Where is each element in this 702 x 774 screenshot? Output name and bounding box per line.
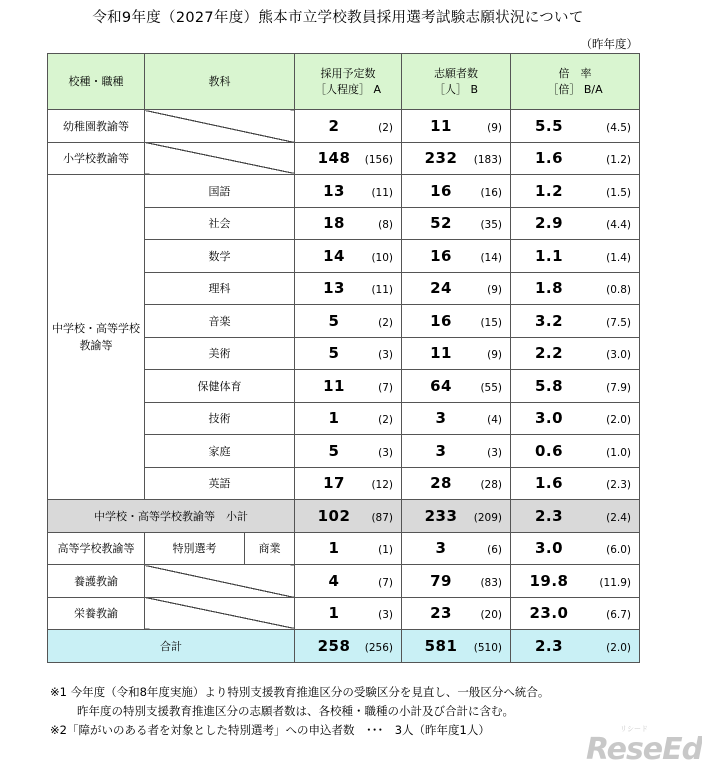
applicants-prev: (183) bbox=[473, 154, 502, 167]
row-label: 合計 bbox=[48, 630, 295, 663]
ratio-value: 1.6 bbox=[534, 474, 564, 493]
applicants-value: 232 bbox=[424, 149, 458, 168]
planned-value: 5 bbox=[328, 344, 340, 363]
subject-label: 保健体育 bbox=[145, 370, 295, 403]
applicants-value: 52 bbox=[430, 214, 452, 233]
applicants-prev: (15) bbox=[480, 316, 502, 329]
applicants-prev: (16) bbox=[480, 186, 502, 199]
planned-value: 1 bbox=[328, 409, 340, 428]
applicants-prev: (4) bbox=[487, 414, 502, 427]
applicants-value: 3 bbox=[435, 539, 447, 558]
planned-prev: (3) bbox=[378, 446, 393, 459]
footnotes bbox=[50, 683, 549, 740]
ratio-prev: (0.8) bbox=[606, 284, 631, 297]
subject-label: 美術 bbox=[145, 337, 295, 370]
table-row-subject bbox=[48, 175, 640, 208]
ratio-prev: (2.0) bbox=[606, 641, 631, 654]
secondary-group-label: 中学校・高等学校 教諭等 bbox=[48, 175, 145, 500]
planned-prev: (8) bbox=[378, 219, 393, 232]
applicants-value: 23 bbox=[430, 604, 452, 623]
planned-prev: (256) bbox=[364, 641, 393, 654]
ratio-value: 2.3 bbox=[534, 506, 564, 525]
diagonal-cell bbox=[145, 110, 295, 143]
prev-year-note: （昨年度） bbox=[580, 37, 638, 51]
applicants-prev: (35) bbox=[480, 219, 502, 232]
ratio-prev: (3.0) bbox=[606, 349, 631, 362]
ratio-prev: (2.3) bbox=[606, 479, 631, 492]
applicants-value: 24 bbox=[430, 279, 452, 298]
planned-prev: (10) bbox=[371, 251, 393, 264]
planned-prev: (2) bbox=[378, 316, 393, 329]
row-label: 高等学校教諭等 bbox=[48, 532, 145, 565]
ratio-prev: (1.0) bbox=[606, 446, 631, 459]
ratio-value: 5.8 bbox=[534, 376, 564, 395]
applicants-value: 11 bbox=[430, 344, 452, 363]
subject-label: 数学 bbox=[145, 240, 295, 273]
applicants-prev: (510) bbox=[473, 641, 502, 654]
note-1-line-2: 昨年度の特別支援教育推進区分の志願者数は、各校種・職種の小計及び合計に含む。 bbox=[77, 704, 514, 718]
row-label: 幼稚園教諭等 bbox=[48, 110, 145, 143]
planned-value: 4 bbox=[328, 571, 340, 590]
applicants-value: 16 bbox=[430, 311, 452, 330]
page-title: 令和9年度（2027年度）熊本市立学校教員採用選考試験志願状況について bbox=[92, 10, 584, 26]
subject-label: 技術 bbox=[145, 402, 295, 435]
diagonal-cell bbox=[145, 142, 295, 175]
ratio-prev: (11.9) bbox=[599, 576, 631, 589]
ratio-value: 2.3 bbox=[534, 636, 564, 655]
ratio-value: 5.5 bbox=[534, 116, 564, 135]
planned-prev: (3) bbox=[378, 349, 393, 362]
applicants-value: 16 bbox=[430, 246, 452, 265]
row-label: 栄養教諭 bbox=[48, 597, 145, 630]
planned-prev: (2) bbox=[378, 414, 393, 427]
planned-prev: (11) bbox=[371, 186, 393, 199]
row-label: 小学校教諭等 bbox=[48, 142, 145, 175]
ratio-value: 3.0 bbox=[534, 409, 564, 428]
applicants-prev: (209) bbox=[473, 511, 502, 524]
header-subject: 教科 bbox=[145, 54, 295, 110]
planned-prev: (1) bbox=[378, 544, 393, 557]
applicants-prev: (55) bbox=[480, 381, 502, 394]
ratio-prev: (6.0) bbox=[606, 544, 631, 557]
planned-value: 1 bbox=[328, 604, 340, 623]
applicants-prev: (3) bbox=[487, 446, 502, 459]
table-row-elementary bbox=[48, 142, 640, 175]
applicants-value: 16 bbox=[430, 181, 452, 200]
applicants-value: 233 bbox=[424, 506, 458, 525]
ratio-prev: (1.2) bbox=[606, 154, 631, 167]
table-row-high-special bbox=[48, 532, 640, 565]
planned-prev: (7) bbox=[378, 576, 393, 589]
planned-prev: (2) bbox=[378, 121, 393, 134]
subject-label: 社会 bbox=[145, 207, 295, 240]
planned-value: 11 bbox=[323, 376, 345, 395]
planned-value: 17 bbox=[323, 474, 345, 493]
ratio-value: 3.2 bbox=[534, 311, 564, 330]
applicants-prev: (28) bbox=[480, 479, 502, 492]
applicants-value: 581 bbox=[424, 636, 458, 655]
applicants-value: 3 bbox=[435, 409, 447, 428]
resed-logo: ReseEd bbox=[586, 732, 702, 767]
diagonal-cell bbox=[145, 565, 295, 598]
planned-value: 2 bbox=[328, 116, 340, 135]
ratio-value: 3.0 bbox=[534, 539, 564, 558]
ratio-value: 1.1 bbox=[534, 246, 564, 265]
table-row-subtotal bbox=[48, 500, 640, 533]
ratio-value: 23.0 bbox=[529, 604, 569, 623]
planned-value: 13 bbox=[323, 181, 345, 200]
subject-label: 理科 bbox=[145, 272, 295, 305]
applicants-prev: (9) bbox=[487, 121, 502, 134]
row-label: 養護教諭 bbox=[48, 565, 145, 598]
ratio-prev: (1.5) bbox=[606, 186, 631, 199]
ratio-prev: (7.9) bbox=[606, 381, 631, 394]
table-row-nutrition bbox=[48, 597, 640, 630]
subject-label: 音楽 bbox=[145, 305, 295, 338]
note-2: ※2「障がいのある者を対象とした特別選考」への申込者数 ･･･ 3人（昨年度1人） bbox=[50, 723, 490, 737]
header-applicants: 志願者数 ［人］ B bbox=[402, 54, 511, 110]
ratio-value: 2.9 bbox=[534, 214, 564, 233]
planned-value: 5 bbox=[328, 441, 340, 460]
header-planned: 採用予定数 ［人程度］ A bbox=[295, 54, 402, 110]
applicants-prev: (6) bbox=[487, 544, 502, 557]
ratio-prev: (2.0) bbox=[606, 414, 631, 427]
subject-label: 国語 bbox=[145, 175, 295, 208]
ratio-value: 1.6 bbox=[534, 149, 564, 168]
applicants-prev: (20) bbox=[480, 609, 502, 622]
planned-value: 102 bbox=[317, 506, 351, 525]
ratio-prev: (4.4) bbox=[606, 219, 631, 232]
planned-prev: (11) bbox=[371, 284, 393, 297]
applicants-value: 64 bbox=[430, 376, 452, 395]
ratio-prev: (1.4) bbox=[606, 251, 631, 264]
ratio-value: 2.2 bbox=[534, 344, 564, 363]
planned-value: 13 bbox=[323, 279, 345, 298]
table-row-nursing bbox=[48, 565, 640, 598]
ratio-prev: (2.4) bbox=[606, 511, 631, 524]
header-school-type: 校種・職種 bbox=[48, 54, 145, 110]
header-ratio: 倍 率 ［倍］ B/A bbox=[511, 54, 640, 110]
applicants-prev: (14) bbox=[480, 251, 502, 264]
table-row-total bbox=[48, 630, 640, 663]
applicants-value: 79 bbox=[430, 571, 452, 590]
planned-value: 14 bbox=[323, 246, 345, 265]
planned-value: 5 bbox=[328, 311, 340, 330]
applicants-value: 11 bbox=[430, 116, 452, 135]
ratio-prev: (7.5) bbox=[606, 316, 631, 329]
diagonal-cell bbox=[145, 597, 295, 630]
special-selection-label: 特別選考 bbox=[145, 532, 245, 565]
planned-prev: (3) bbox=[378, 609, 393, 622]
ratio-value: 1.8 bbox=[534, 279, 564, 298]
subject-label: 商業 bbox=[245, 532, 295, 565]
note-1-line-1: ※1 今年度（令和8年度実施）より特別支援教育推進区分の受験区分を見直し、一般区分へ統合。 bbox=[50, 685, 550, 699]
planned-prev: (87) bbox=[371, 511, 393, 524]
applicants-prev: (83) bbox=[480, 576, 502, 589]
ratio-value: 19.8 bbox=[529, 571, 569, 590]
table-header-row bbox=[48, 54, 640, 110]
planned-prev: (156) bbox=[364, 154, 393, 167]
planned-prev: (12) bbox=[371, 479, 393, 492]
table-row-kindergarten bbox=[48, 110, 640, 143]
subject-label: 家庭 bbox=[145, 435, 295, 468]
ratio-value: 1.2 bbox=[534, 181, 564, 200]
ratio-prev: (6.7) bbox=[606, 609, 631, 622]
applicants-value: 3 bbox=[435, 441, 447, 460]
applicants-prev: (9) bbox=[487, 284, 502, 297]
applicants-value: 28 bbox=[430, 474, 452, 493]
ratio-prev: (4.5) bbox=[606, 121, 631, 134]
ratio-value: 0.6 bbox=[534, 441, 564, 460]
logo-subtext: リシード bbox=[620, 725, 648, 733]
row-label: 中学校・高等学校教諭等 小計 bbox=[48, 500, 295, 533]
planned-value: 1 bbox=[328, 539, 340, 558]
planned-prev: (7) bbox=[378, 381, 393, 394]
subject-label: 英語 bbox=[145, 467, 295, 500]
applicant-table bbox=[47, 53, 640, 663]
planned-value: 148 bbox=[317, 149, 351, 168]
applicants-prev: (9) bbox=[487, 349, 502, 362]
planned-value: 18 bbox=[323, 214, 345, 233]
planned-value: 258 bbox=[317, 636, 351, 655]
